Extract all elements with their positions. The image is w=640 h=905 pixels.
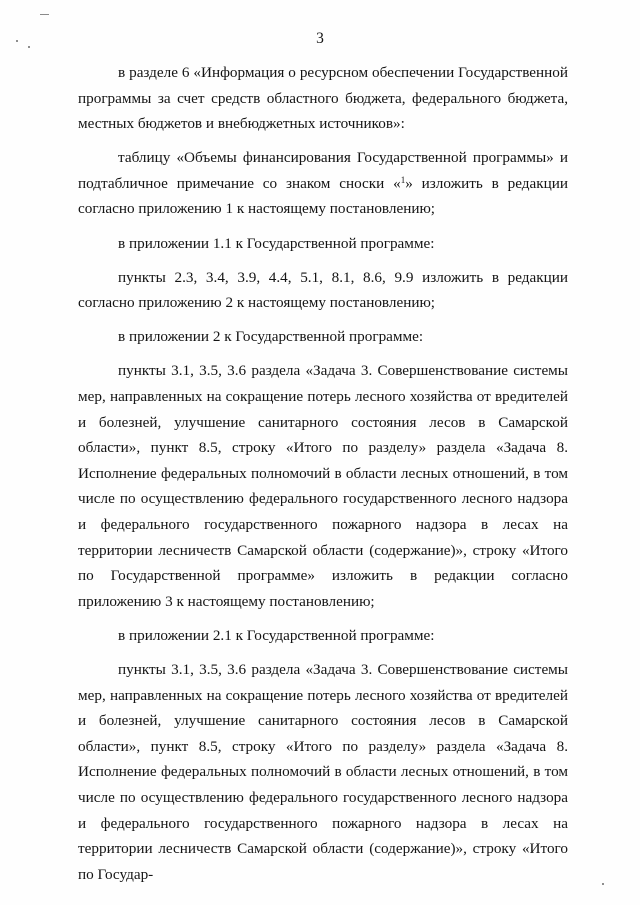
page-number: 3 [316, 30, 324, 47]
paragraph: в приложении 1.1 к Государственной программе: [118, 234, 435, 252]
paragraph: пункты 2.3, 3.4, 3.9, 4.4, 5.1, 8.1, 8.6, 9.9 изложить в редакции согласно приложению 2 к настоящему постановлению; [78, 268, 568, 312]
paragraph: в приложении 2.1 к Государственной программе: [118, 626, 435, 644]
paragraph: в разделе 6 «Информация о ресурсном обеспечении Государственной программы за счет средств областного бюджета, федерального бюджета, местных бюджетов и внебюджетных источников»: [78, 64, 568, 133]
document-body [78, 60, 568, 896]
paragraph: в приложении 2 к Государственной программе: [118, 328, 424, 346]
scan-artifact [602, 883, 604, 885]
footnote-mark: 1 [400, 174, 406, 185]
paragraph [78, 145, 568, 222]
scan-artifact [40, 14, 49, 15]
paragraph: пункты 3.1, 3.5, 3.6 раздела «Задача 3. Совершенствование системы мер, направленных на сокращение потерь лесного хозяйства от вредителей и болезней, улучшение санитарного состояния лесов в Самарской области», пункт 8.5, строку «Итого по разделу» раздела «Задача 8. Исполнение федеральных полномочий в области лесных отношений, в том числе по осуществлению федерального государственного лесного надзора и федерального государственного пожарного надзора в лесах на территории лесничеств Самарской области (содержание)», строку «Итого по Государ- [78, 660, 568, 883]
paragraph-text: » изложить в редакции согласно приложению 1 к настоящему постановлению; [78, 174, 568, 218]
paragraph-text: таблицу «Объемы финансирования Государственной программы» и подтабличное примечание со знаком сноски « [78, 149, 568, 192]
paragraph: пункты 3.1, 3.5, 3.6 раздела «Задача 3. Совершенствование системы мер, направленных на сокращение потерь лесного хозяйства от вредителей и болезней, улучшение санитарного состояния лесов в Самарской области», пункт 8.5, строку «Итого по разделу» раздела «Задача 8. Исполнение федеральных полномочий в области лесных отношений, в том числе по осуществлению федерального государственного лесного надзора и федерального государственного пожарного надзора в лесах на территории лесничеств Самарской области (содержание)», строку «Итого по Государственной программе» изложить в редакции согласно приложению 3 к настоящему постановлению; [78, 362, 568, 610]
